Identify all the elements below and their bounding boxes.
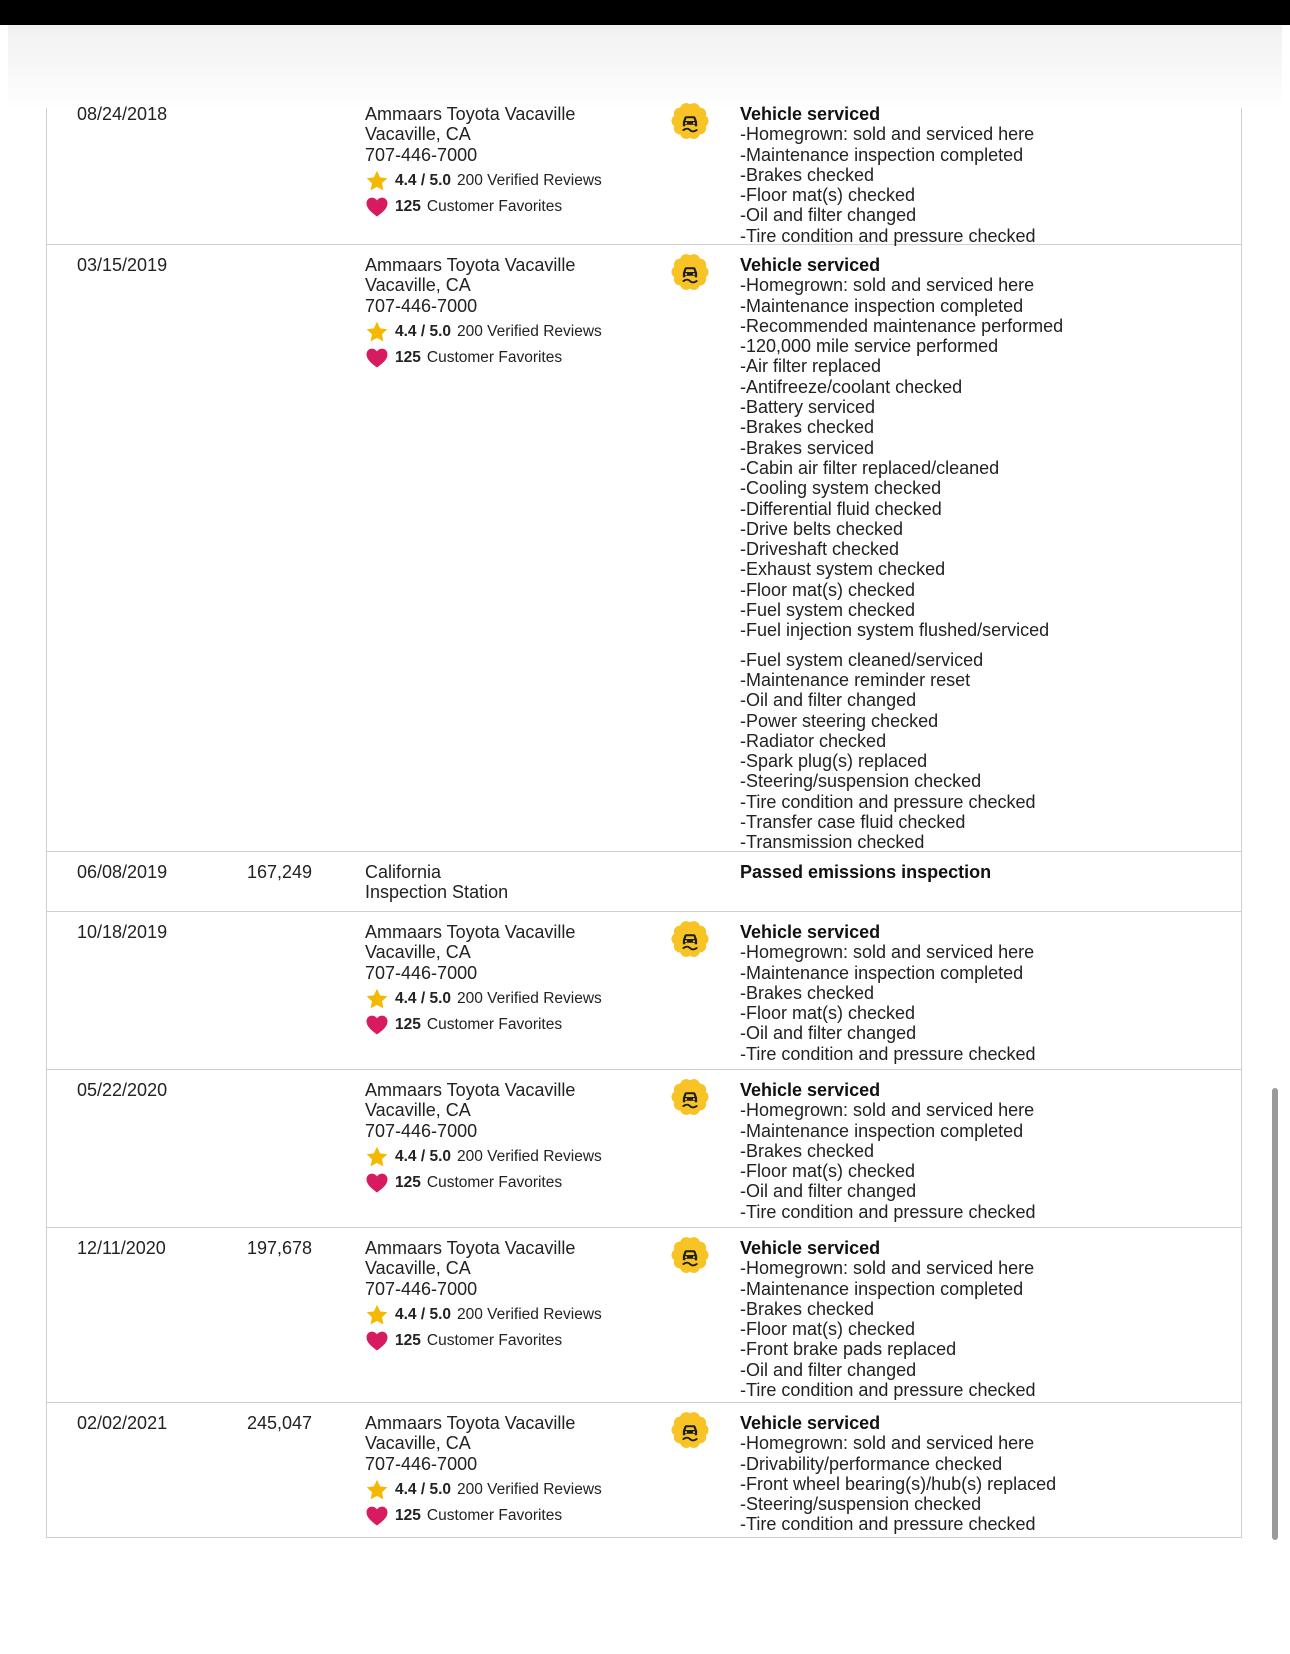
heart-icon <box>365 1504 389 1528</box>
dealer-name-link[interactable]: Ammaars Toyota Vacaville <box>365 1080 576 1100</box>
dealer-phone[interactable]: 707-446-7000 <box>365 1278 478 1299</box>
review-count: 200 Verified Reviews <box>457 1305 602 1323</box>
service-item: -Tire condition and pressure checked <box>740 1380 1036 1401</box>
service-item: -Air filter replaced <box>740 356 882 377</box>
customer-favorites[interactable] <box>365 1012 665 1038</box>
service-item: -Tire condition and pressure checked <box>740 1043 1036 1064</box>
car-service-badge-icon <box>671 920 709 958</box>
service-item: -Cabin air filter replaced/cleaned <box>740 457 1000 478</box>
customer-favorites[interactable] <box>365 1503 665 1529</box>
car-service-badge-icon <box>671 102 709 140</box>
favorites-count: 125 <box>395 1173 421 1191</box>
dealer-rating[interactable] <box>365 1144 665 1170</box>
record-date: 10/18/2019 <box>77 922 168 942</box>
service-item: -Brakes serviced <box>740 437 875 458</box>
service-item: -Floor mat(s) checked <box>740 185 916 206</box>
service-item: -Floor mat(s) checked <box>740 1003 916 1024</box>
service-record-row <box>47 1228 1241 1403</box>
customer-favorites[interactable] <box>365 1328 665 1354</box>
car-service-badge-icon <box>671 1411 709 1449</box>
favorites-count: 125 <box>395 1015 421 1033</box>
service-item: -Spark plug(s) replaced <box>740 751 928 772</box>
service-item: -Oil and filter changed <box>740 205 917 226</box>
dealer-location: Vacaville, CA <box>365 942 471 963</box>
record-date: 06/08/2019 <box>77 862 168 882</box>
record-source <box>365 104 665 220</box>
rating-value: 4.4 / 5.0 <box>395 171 452 189</box>
dealer-rating[interactable] <box>365 986 665 1012</box>
dealer-location: Vacaville, CA <box>365 124 471 145</box>
service-item: -Fuel system cleaned/serviced <box>740 649 984 670</box>
source-line: Inspection Station <box>365 882 509 903</box>
dealer-phone[interactable]: 707-446-7000 <box>365 1120 478 1141</box>
service-item: -Power steering checked <box>740 710 939 731</box>
star-icon <box>365 320 389 344</box>
service-item: -120,000 mile service performed <box>740 336 999 357</box>
dealer-location: Vacaville, CA <box>365 1100 471 1121</box>
review-count: 200 Verified Reviews <box>457 1480 602 1498</box>
customer-favorites[interactable] <box>365 194 665 220</box>
favorites-label: Customer Favorites <box>426 1015 563 1033</box>
dealer-name-link[interactable]: Ammaars Toyota Vacaville <box>365 104 576 124</box>
service-item: -Homegrown: sold and serviced here <box>740 942 1035 963</box>
service-item: -Oil and filter changed <box>740 1181 917 1202</box>
service-item: -Recommended maintenance performed <box>740 315 1064 336</box>
rating-value: 4.4 / 5.0 <box>395 1305 452 1323</box>
record-date: 03/15/2019 <box>77 255 168 275</box>
record-details <box>740 1238 1160 1400</box>
service-item: -Homegrown: sold and serviced here <box>740 1433 1035 1454</box>
service-item: -Oil and filter changed <box>740 690 917 711</box>
service-item: -Brakes checked <box>740 1298 875 1319</box>
rating-value: 4.4 / 5.0 <box>395 989 452 1007</box>
record-source <box>365 1238 665 1354</box>
service-item: -Fuel system checked <box>740 600 916 621</box>
service-item: -Steering/suspension checked <box>740 1494 982 1515</box>
favorites-label: Customer Favorites <box>426 348 563 366</box>
heart-icon <box>365 195 389 219</box>
dealer-phone[interactable]: 707-446-7000 <box>365 1453 478 1474</box>
dealer-rating[interactable] <box>365 1302 665 1328</box>
record-title: Vehicle serviced <box>740 1238 881 1258</box>
car-service-badge-icon <box>671 1236 709 1274</box>
dealer-phone[interactable]: 707-446-7000 <box>365 295 478 316</box>
service-item: -Battery serviced <box>740 397 876 418</box>
service-item: -Floor mat(s) checked <box>740 1319 916 1340</box>
dealer-name-link[interactable]: Ammaars Toyota Vacaville <box>365 922 576 942</box>
star-icon <box>365 1478 389 1502</box>
favorites-label: Customer Favorites <box>426 1506 563 1524</box>
service-item: -Homegrown: sold and serviced here <box>740 1100 1035 1121</box>
star-icon <box>365 987 389 1011</box>
service-item: -Front wheel bearing(s)/hub(s) replaced <box>740 1473 1057 1494</box>
car-service-badge-icon <box>671 1078 709 1116</box>
service-item: -Floor mat(s) checked <box>740 579 916 600</box>
service-item: -Homegrown: sold and serviced here <box>740 275 1035 296</box>
dealer-rating[interactable] <box>365 319 665 345</box>
record-source <box>365 1080 665 1196</box>
customer-favorites[interactable] <box>365 1170 665 1196</box>
service-item: -Transfer case fluid checked <box>740 812 966 833</box>
dealer-location: Vacaville, CA <box>365 275 471 296</box>
status-bar <box>0 0 1290 25</box>
service-item: -Maintenance inspection completed <box>740 144 1024 165</box>
service-item: -Differential fluid checked <box>740 498 942 519</box>
record-date: 02/02/2021 <box>77 1413 168 1433</box>
heart-icon <box>365 1171 389 1195</box>
record-details <box>740 862 1160 882</box>
favorites-count: 125 <box>395 348 421 366</box>
scrollbar[interactable] <box>1272 1088 1278 1540</box>
record-details <box>740 1080 1160 1222</box>
review-count: 200 Verified Reviews <box>457 1147 602 1165</box>
record-source <box>365 862 665 903</box>
service-item: -Maintenance inspection completed <box>740 1278 1024 1299</box>
record-title: Vehicle serviced <box>740 1413 881 1433</box>
dealer-name-link[interactable]: Ammaars Toyota Vacaville <box>365 1413 576 1433</box>
service-record-row <box>47 1070 1241 1228</box>
service-item: -Antifreeze/coolant checked <box>740 376 963 397</box>
favorites-label: Customer Favorites <box>426 1173 563 1191</box>
service-item: -Maintenance inspection completed <box>740 295 1024 316</box>
service-record-row <box>47 852 1241 912</box>
record-title: Passed emissions inspection <box>740 862 992 882</box>
service-record-row <box>47 245 1241 852</box>
record-title: Vehicle serviced <box>740 922 881 942</box>
service-item: -Brakes checked <box>740 982 875 1003</box>
record-odometer: 197,678 <box>247 1238 313 1258</box>
rating-value: 4.4 / 5.0 <box>395 1480 452 1498</box>
service-history-table <box>46 104 1242 1538</box>
service-item: -Steering/suspension checked <box>740 771 982 792</box>
heart-icon <box>365 1329 389 1353</box>
service-record-row <box>47 1403 1241 1538</box>
star-icon <box>365 1145 389 1169</box>
service-item: -Oil and filter changed <box>740 1023 917 1044</box>
service-item: -Brakes checked <box>740 164 875 185</box>
record-title: Vehicle serviced <box>740 255 881 275</box>
service-item: -Brakes checked <box>740 417 875 438</box>
service-item: -Homegrown: sold and serviced here <box>740 1258 1035 1279</box>
service-record-row <box>47 912 1241 1070</box>
service-item: -Tire condition and pressure checked <box>740 225 1036 246</box>
favorites-count: 125 <box>395 197 421 215</box>
service-item: -Maintenance inspection completed <box>740 962 1024 983</box>
header-shadow <box>8 25 1282 110</box>
dealer-phone[interactable]: 707-446-7000 <box>365 144 478 165</box>
record-source <box>365 255 665 371</box>
service-item: -Drive belts checked <box>740 518 904 539</box>
rating-value: 4.4 / 5.0 <box>395 1147 452 1165</box>
service-item: -Maintenance inspection completed <box>740 1120 1024 1141</box>
heart-icon <box>365 346 389 370</box>
record-details <box>740 255 1160 853</box>
record-title: Vehicle serviced <box>740 104 881 124</box>
service-item: -Exhaust system checked <box>740 559 946 580</box>
record-details <box>740 104 1160 246</box>
favorites-count: 125 <box>395 1331 421 1349</box>
service-item: -Floor mat(s) checked <box>740 1161 916 1182</box>
service-record-row <box>47 104 1241 246</box>
record-date: 08/24/2018 <box>77 104 168 124</box>
heart-icon <box>365 1013 389 1037</box>
service-item: -Driveshaft checked <box>740 539 900 560</box>
customer-favorites[interactable] <box>365 345 665 371</box>
service-item: -Radiator checked <box>740 730 887 751</box>
record-details <box>740 922 1160 1064</box>
rating-value: 4.4 / 5.0 <box>395 322 452 340</box>
service-item: -Oil and filter changed <box>740 1359 917 1380</box>
dealer-location: Vacaville, CA <box>365 1433 471 1454</box>
dealer-location: Vacaville, CA <box>365 1258 471 1279</box>
review-count: 200 Verified Reviews <box>457 989 602 1007</box>
record-odometer: 245,047 <box>247 1413 313 1433</box>
service-item: -Tire condition and pressure checked <box>740 1201 1036 1222</box>
star-icon <box>365 1303 389 1327</box>
source-line: California <box>365 862 442 882</box>
service-item: -Homegrown: sold and serviced here <box>740 124 1035 145</box>
service-item: -Fuel injection system flushed/serviced <box>740 620 1050 641</box>
dealer-rating[interactable] <box>365 1477 665 1503</box>
service-item: -Brakes checked <box>740 1140 875 1161</box>
service-item: -Tire condition and pressure checked <box>740 1514 1036 1535</box>
record-source <box>365 1413 665 1529</box>
service-item: -Drivability/performance checked <box>740 1453 1003 1474</box>
service-item: -Transmission checked <box>740 832 925 853</box>
review-count: 200 Verified Reviews <box>457 322 602 340</box>
favorites-count: 125 <box>395 1506 421 1524</box>
favorites-label: Customer Favorites <box>426 1331 563 1349</box>
favorites-label: Customer Favorites <box>426 197 563 215</box>
record-odometer: 167,249 <box>247 862 313 882</box>
record-details <box>740 1413 1160 1535</box>
service-item: -Front brake pads replaced <box>740 1339 957 1360</box>
car-service-badge-icon <box>671 253 709 291</box>
star-icon <box>365 169 389 193</box>
dealer-name-link[interactable]: Ammaars Toyota Vacaville <box>365 1238 576 1258</box>
service-item: -Cooling system checked <box>740 478 942 499</box>
service-item: -Tire condition and pressure checked <box>740 791 1036 812</box>
dealer-name-link[interactable]: Ammaars Toyota Vacaville <box>365 255 576 275</box>
dealer-rating[interactable] <box>365 168 665 194</box>
dealer-phone[interactable]: 707-446-7000 <box>365 962 478 983</box>
record-source <box>365 922 665 1038</box>
review-count: 200 Verified Reviews <box>457 171 602 189</box>
service-item: -Maintenance reminder reset <box>740 669 971 690</box>
record-date: 12/11/2020 <box>77 1238 166 1258</box>
record-date: 05/22/2020 <box>77 1080 168 1100</box>
record-title: Vehicle serviced <box>740 1080 881 1100</box>
